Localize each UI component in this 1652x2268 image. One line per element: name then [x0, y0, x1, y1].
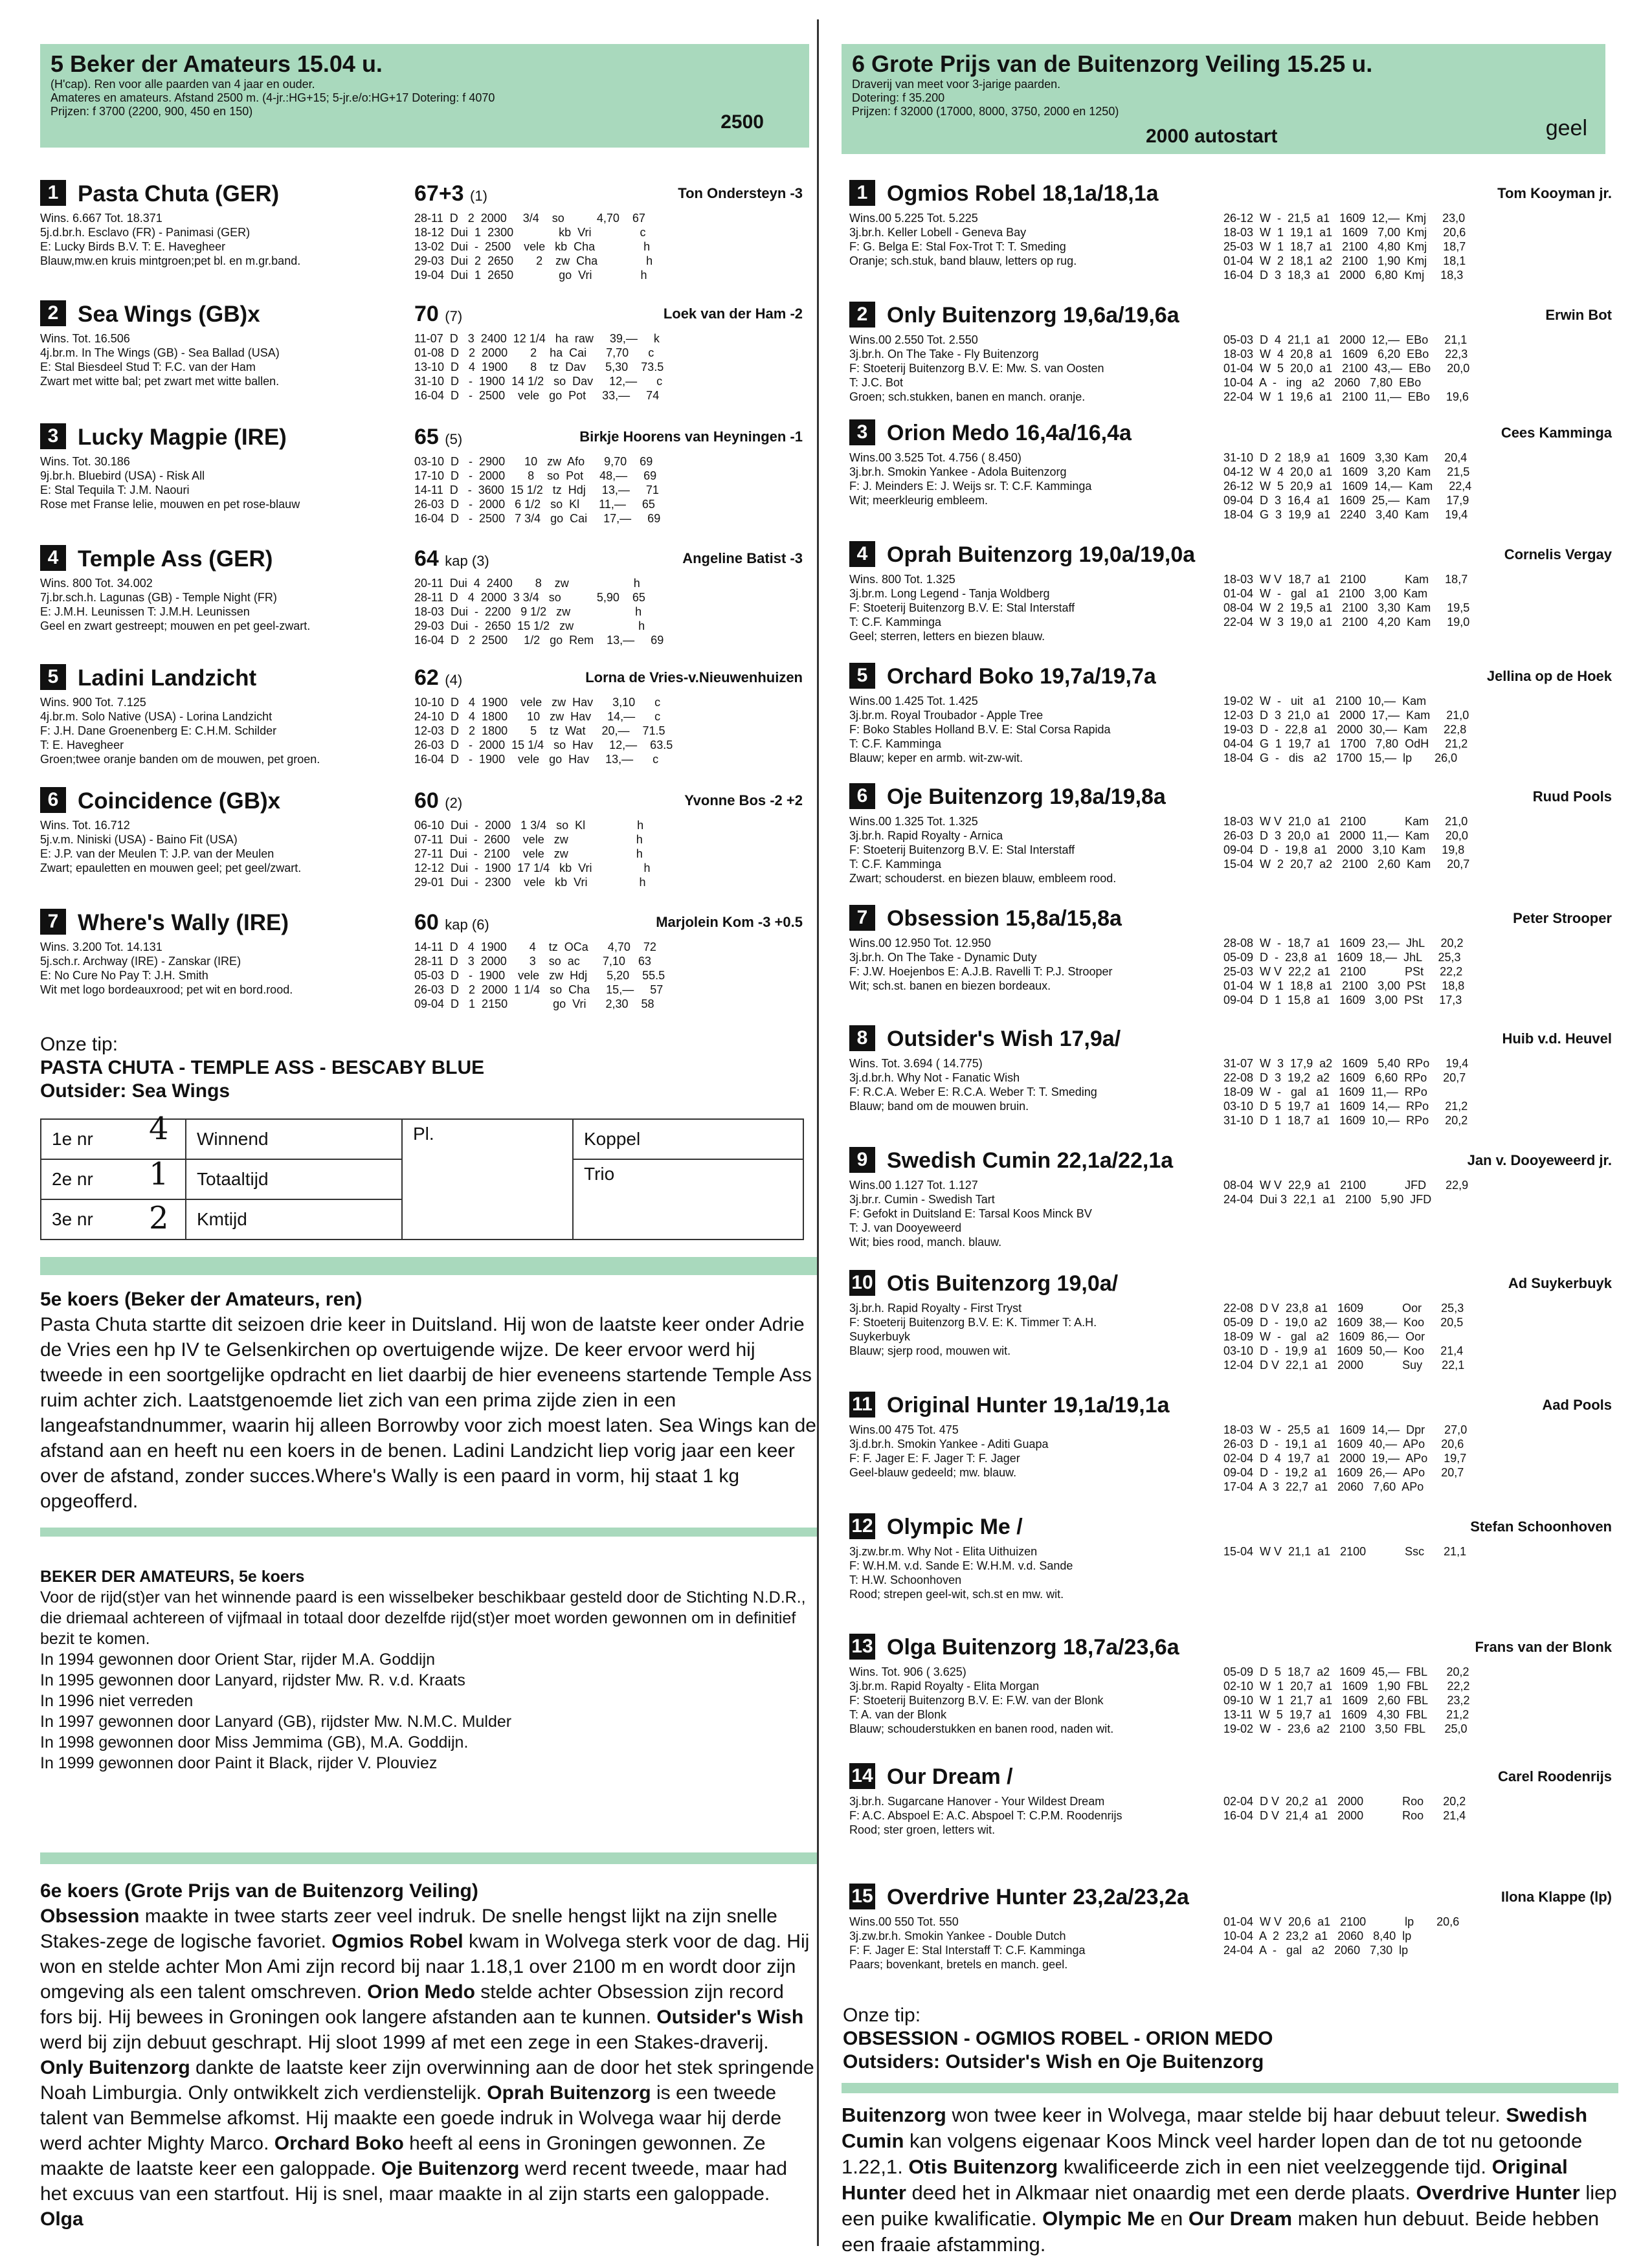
- bet-cell: 2e nr: [41, 1159, 186, 1199]
- commentary-title: 6e koers (Grote Prijs van de Buitenzorg Veiling): [40, 1880, 478, 1902]
- horse-info: [849, 572, 1212, 643]
- horse-number: 7: [849, 905, 875, 931]
- horse-name: Ogmios Robel 18,1a/18,1a: [887, 181, 1159, 206]
- start-position: (2): [445, 795, 463, 811]
- trophy-year: In 1997 gewonnen door Lanyard (GB), rijdster Mw. N.M.C. Mulder: [40, 1713, 512, 1731]
- horse-form: 11-07 D 3 2400 12 1/4 ha raw 39,— k 01-08 D 2 2000 2 ha Cai 7,70 c 13-10 D 4 1900 8 tz Dav 5,30 73.5 31-10 D - 1900 14 1/2 so Dav 12,— c 16-04 D - 2500 vele go Pot 33,— 74: [414, 332, 664, 402]
- info-line: F: Boko Stables Holland B.V. E: Stal Corsa Rapida: [849, 723, 1111, 736]
- info-line: Blauw; schouderstukken en banen rood, naden wit.: [849, 1722, 1114, 1735]
- info-line: T: H.W. Schoonhoven: [849, 1573, 962, 1586]
- horse-name: Coincidence (GB)x: [78, 788, 281, 814]
- horse-info: [40, 576, 403, 633]
- info-line: 7j.br.sch.h. Lagunas (GB) - Temple Night (FR): [40, 591, 277, 604]
- trophy-box: [40, 1566, 817, 1773]
- start-position: kap (6): [445, 917, 489, 933]
- info-line: Wins. Tot. 16.712: [40, 819, 130, 832]
- horse-rating: [414, 425, 462, 450]
- race6-header: [842, 44, 1605, 154]
- horse-name: Only Buitenzorg 19,6a/19,6a: [887, 303, 1179, 328]
- horse-driver: Aad Pools: [1542, 1397, 1612, 1413]
- info-line: T: C.F. Kamminga: [849, 737, 942, 750]
- info-line: F: J.H. Dane Groenenberg E: C.H.M. Schilder: [40, 724, 277, 737]
- horse-name: Orchard Boko 19,7a/19,7a: [887, 664, 1156, 689]
- info-line: 3j.br.m. Royal Troubador - Apple Tree: [849, 709, 1044, 722]
- horse-name: Temple Ass (GER): [78, 546, 273, 572]
- info-line: F: Stoeterij Buitenzorg B.V. E: F.W. van der Blonk: [849, 1694, 1104, 1707]
- horse-name: Overdrive Hunter 23,2a/23,2a: [887, 1885, 1189, 1909]
- bet-cell: 3e nr: [41, 1199, 186, 1240]
- info-line: Oranje; sch.stuk, band blauw, letters op rug.: [849, 254, 1077, 267]
- info-line: 3j.br.r. Cumin - Swedish Tart: [849, 1193, 995, 1206]
- green-bar: [40, 1528, 817, 1537]
- horse-number: 10: [849, 1270, 875, 1296]
- horse-form: 03-10 D - 2900 10 zw Afo 9,70 69 17-10 D - 2000 8 so Pot 48,— 69 14-11 D - 3600 15 1/2 tz Hdj 13,— 71 26-03 D - 2000 6 1/2 so Kl 11,— 65 16-04 D - 2500 7 3/4 go Cai 17,— 69: [414, 455, 661, 525]
- horse-driver: Ilona Klappe (lp): [1501, 1889, 1612, 1905]
- horse-form: 18-03 W - 25,5 a1 1609 14,— Dpr 27,0 26-03 D - 19,1 a1 1609 40,— APo 20,6 02-04 D 4 19,7 a1 2000 19,— APo 19,7 09-04 D - 19,2 a1 1609 26,— APo 20,7 17-04 A 3 22,7 a1 2060 7,60 APo: [1223, 1423, 1468, 1493]
- info-line: Suykerbuyk: [849, 1330, 911, 1343]
- tip-outsider: Outsider: Sea Wings: [40, 1080, 230, 1102]
- info-line: F: J. Meinders E: J. Weijs sr. T: C.F. Kamminga: [849, 480, 1092, 493]
- info-line: F: Stoeterij Buitenzorg B.V. E: Mw. S. van Oosten: [849, 362, 1104, 375]
- horse-driver: Ad Suykerbuyk: [1508, 1275, 1612, 1291]
- horse-name: Original Hunter 19,1a/19,1a: [887, 1393, 1170, 1418]
- info-line: F: F. Jager E: Stal Interstaff T: C.F. Kamminga: [849, 1944, 1086, 1957]
- info-line: Wit; bies rood, manch. blauw.: [849, 1236, 1002, 1249]
- horse-number: 6: [40, 787, 66, 813]
- horse-form: 06-10 Dui - 2000 1 3/4 so Kl h 07-11 Dui - 2600 vele zw h 27-11 Dui - 2100 vele zw h 12-12 Dui - 1900 17 1/4 kb Vri h 29-01 Dui - 2300 vele kb Vri h: [414, 819, 651, 889]
- horse-name: Otis Buitenzorg 19,0a/: [887, 1271, 1119, 1296]
- horse-driver: Yvonne Bos -2 +2: [684, 792, 803, 808]
- info-line: Rood; ster groen, letters wit.: [849, 1823, 996, 1836]
- info-line: 3j.br.h. Rapid Royalty - Arnica: [849, 829, 1003, 842]
- horse-driver: Jellina op de Hoek: [1486, 668, 1612, 684]
- horse-info: [849, 1544, 1212, 1601]
- info-line: Paars; bovenkant, bretels en manch. geel.: [849, 1958, 1068, 1971]
- horse-driver: Huib v.d. Heuvel: [1502, 1030, 1612, 1047]
- horse-name: Pasta Chuta (GER): [78, 181, 280, 206]
- horse-form: 01-04 W V 20,6 a1 2100 lp 20,6 10-04 A 2 23,2 a1 2060 8,40 lp 24-04 A - gal a2 2060 7,30 lp: [1223, 1915, 1460, 1957]
- info-line: Wins.00 5.225 Tot. 5.225: [849, 212, 978, 225]
- horse-driver: Loek van der Ham -2: [663, 306, 803, 322]
- horse-info: [40, 331, 403, 388]
- horse-info: [849, 1056, 1212, 1113]
- horse-rating: [414, 546, 489, 572]
- rating-value: 67+3: [414, 181, 464, 206]
- info-line: F: W.H.M. v.d. Sande E: W.H.M. v.d. Sande: [849, 1559, 1073, 1572]
- horse-driver: Jan v. Dooyeweerd jr.: [1467, 1152, 1612, 1168]
- horse-name: Oprah Buitenzorg 19,0a/19,0a: [887, 542, 1196, 567]
- horse-info: [849, 333, 1212, 404]
- horse-info: [40, 211, 403, 268]
- horse-driver: Birkje Hoorens van Heyningen -1: [579, 428, 803, 445]
- info-line: T: A. van der Blonk: [849, 1708, 947, 1721]
- info-line: Rose met Franse lelie, mouwen en pet rose-blauw: [40, 498, 300, 511]
- horse-form: 18-03 W V 21,0 a1 2100 Kam 21,0 26-03 D 3 20,0 a1 2000 11,— Kam 20,0 09-04 D - 19,8 a1 2000 3,10 Kam 19,8 15-04 W 2 20,7 a2 2100 2,60 Kam 20,7: [1223, 815, 1470, 871]
- horse-number: 11: [849, 1392, 875, 1418]
- horse-number: 1: [849, 180, 875, 206]
- info-line: Geel en zwart gestreept; mouwen en pet geel-zwart.: [40, 619, 311, 632]
- info-line: E: Stal Tequila T: J.M. Naouri: [40, 484, 190, 496]
- horse-name: Orion Medo 16,4a/16,4a: [887, 421, 1132, 445]
- horse-number: 3: [40, 423, 66, 449]
- info-line: 5j.v.m. Niniski (USA) - Baino Fit (USA): [40, 833, 238, 846]
- green-bar: [842, 2083, 1618, 2093]
- horse-form: 20-11 Dui 4 2400 8 zw h 28-11 D 4 2000 3 3/4 so 5,90 65 18-03 Dui - 2200 9 1/2 zw h 29-03 Dui - 2650 15 1/2 zw h 16-04 D 2 2500 1/2 go Rem 13,— 69: [414, 577, 664, 647]
- horse-number: 9: [849, 1147, 875, 1173]
- start-position: (4): [445, 672, 463, 688]
- info-line: 9j.br.h. Bluebird (USA) - Risk All: [40, 469, 205, 482]
- info-line: Wins. Tot. 16.506: [40, 332, 130, 345]
- tip-outsider: Outsiders: Outsider's Wish en Oje Buitenzorg: [843, 2051, 1264, 2073]
- horse-info: [849, 1178, 1212, 1249]
- horse-form: 15-04 W V 21,1 a1 2100 Ssc 21,1: [1223, 1545, 1467, 1558]
- horse-info: [849, 814, 1212, 885]
- info-line: Wins. Tot. 906 ( 3.625): [849, 1665, 966, 1678]
- horse-number: 8: [849, 1025, 875, 1051]
- handwritten-2: 1: [149, 1156, 169, 1192]
- horse-info: [40, 818, 403, 875]
- info-line: Wins. 800 Tot. 34.002: [40, 577, 153, 590]
- tip-picks: OBSESSION - OGMIOS ROBEL - ORION MEDO: [843, 2028, 1273, 2049]
- info-line: Wins. 6.667 Tot. 18.371: [40, 212, 162, 225]
- info-line: E: No Cure No Pay T: J.H. Smith: [40, 969, 208, 982]
- bet-cell: Koppel: [573, 1119, 803, 1159]
- horse-driver: Stefan Schoonhoven: [1470, 1518, 1612, 1535]
- horse-name: Sea Wings (GB)x: [78, 302, 260, 327]
- info-line: T: J.C. Bot: [849, 376, 904, 389]
- commentary-title: 5e koers (Beker der Amateurs, ren): [40, 1289, 363, 1310]
- horse-form: 14-11 D 4 1900 4 tz OCa 4,70 72 28-11 D 3 2000 3 so ac 7,10 63 05-03 D - 1900 vele zw Hdj 5,20 55.5 26-03 D 2 2000 1 1/4 so Cha 15,— 57 09-04 D 1 2150 go Vri 2,30 58: [414, 940, 665, 1010]
- info-line: Wins.00 1.425 Tot. 1.425: [849, 695, 978, 707]
- race5-distance: 2500: [720, 111, 764, 133]
- info-line: F: Gefokt in Duitsland E: Tarsal Koos Minck BV: [849, 1207, 1092, 1220]
- race6-color: geel: [1545, 116, 1587, 140]
- race5-line: (H'cap). Ren voor alle paarden van 4 jaar en ouder.: [50, 78, 315, 91]
- info-line: 3j.br.h. On The Take - Dynamic Duty: [849, 951, 1037, 964]
- info-line: Wit; meerkleurig embleem.: [849, 494, 988, 507]
- horse-number: 4: [40, 545, 66, 571]
- bet-cell: Pl.: [402, 1119, 573, 1240]
- handwritten-1: 4: [149, 1111, 169, 1147]
- info-line: 3j.d.br.h. Why Not - Fanatic Wish: [849, 1071, 1020, 1084]
- horse-number: 5: [40, 664, 66, 690]
- horse-name: Obsession 15,8a/15,8a: [887, 906, 1122, 931]
- horse-number: 15: [849, 1884, 875, 1909]
- trophy-year: In 1996 niet verreden: [40, 1692, 194, 1710]
- race6-line: Draverij van meet voor 3-jarige paarden.: [852, 78, 1061, 91]
- horse-number: 12: [849, 1513, 875, 1539]
- horse-form: 08-04 W V 22,9 a1 2100 JFD 22,9 24-04 Dui 3 22,1 a1 2100 5,90 JFD: [1223, 1179, 1469, 1206]
- info-line: E: J.M.H. Leunissen T: J.M.H. Leunissen: [40, 605, 250, 618]
- info-line: F: A.C. Abspoel E: A.C. Abspoel T: C.P.M. Roodenrijs: [849, 1809, 1122, 1822]
- info-line: Wit; sch.st. banen en biezen bordeaux.: [849, 979, 1051, 992]
- commentary-text: Obsession maakte in twee starts zeer veel indruk. De snelle hengst lijkt na zijn snelle Stakes-zege de logische favoriet. Ogmios Robel kwam in Wolvega sterk voor de dag. Hij won en stelde achter Mon Ami zijn record bij naar 1.18,1 over 2100 m en wordt door zijn omgeving als een talent omschreven. Orion Medo stelde achter Obsession zijn record fors bij. Hij bewees in Groningen ook langere afstanden aan te kunnen. Outsider's Wish werd bij zijn debuut geschrapt. Hij sloot 1999 af met een zege in een Stakes-draverij. Only Buitenzorg dankte de laatste keer zijn overwinning aan de door het stek springende Noah Limburgia. Only ontwikkelt zich verdienstelijk. Oprah Buitenzorg is een tweede talent van Bemmelse afkomst. Hij maakte een goede indruk in Wolvega waar hij derde werd achter Mighty Marco. Orchard Boko heeft al eens in Groningen gewonnen. Ze maakte de laatste keer een galoppade. Oje Buitenzorg werd recent tweede, maar had het excuus van een startfout. Hij is snel, maar maakte in al zijn starts een galoppade. Olga: [40, 1906, 814, 2230]
- tip-head: Onze tip:: [40, 1034, 118, 1055]
- green-bar: [40, 1257, 817, 1275]
- horse-info: [849, 211, 1212, 268]
- horse-number: 2: [40, 300, 66, 326]
- info-line: Wins. 900 Tot. 7.125: [40, 696, 146, 709]
- rating-value: 60: [414, 910, 439, 935]
- info-line: Wit met logo bordeauxrood; pet wit en bord.rood.: [40, 983, 293, 996]
- rating-value: 70: [414, 302, 439, 326]
- rating-value: 64: [414, 546, 439, 571]
- horse-name: Our Dream /: [887, 1764, 1013, 1789]
- horse-form: 05-09 D 5 18,7 a2 1609 45,— FBL 20,2 02-10 W 1 20,7 a1 1609 1,90 FBL 22,2 09-10 W 1 21,7 a1 1609 2,60 FBL 23,2 13-11 W 5 19,7 a1 1609 4,30 FBL 21,2 19-02 W - 23,6 a2 2100 3,50 FBL 25,0: [1223, 1665, 1470, 1735]
- info-line: E: J.P. van der Meulen T: J.P. van der Meulen: [40, 847, 274, 860]
- horse-driver: Ton Ondersteyn -3: [678, 185, 803, 201]
- start-position: kap (3): [445, 553, 489, 569]
- info-line: T: E. Havegheer: [40, 739, 124, 751]
- bet-cell: Kmtijd: [186, 1199, 402, 1240]
- horse-name: Lucky Magpie (IRE): [78, 425, 287, 450]
- horse-form: 28-11 D 2 2000 3/4 so 4,70 67 18-12 Dui 1 2300 kb Vri c 13-02 Dui - 2500 vele kb Cha h 29-03 Dui 2 2650 2 zw Cha h 19-04 Dui 1 2650 go Vri h: [414, 212, 653, 282]
- bet-cell: Trio: [573, 1159, 803, 1240]
- info-line: Wins.00 1.325 Tot. 1.325: [849, 815, 978, 828]
- bet-cell: Winnend: [186, 1119, 402, 1159]
- info-line: Blauw; sjerp rood, mouwen wit.: [849, 1344, 1011, 1357]
- info-line: Blauw; keper en armb. wit-zw-wit.: [849, 751, 1023, 764]
- race5-header: [40, 44, 809, 148]
- horse-info: [849, 1301, 1212, 1358]
- horse-name: Olympic Me /: [887, 1515, 1023, 1539]
- info-line: 3j.br.h. Sugarcane Hanover - Your Wildest Dream: [849, 1795, 1105, 1808]
- horse-driver: Cornelis Vergay: [1504, 546, 1612, 562]
- info-line: Wins. Tot. 30.186: [40, 455, 130, 468]
- horse-driver: Carel Roodenrijs: [1497, 1768, 1612, 1784]
- trophy-year: In 1994 gewonnen door Orient Star, rijder M.A. Goddijn: [40, 1651, 436, 1669]
- race5-line: Prijzen: f 3700 (2200, 900, 450 en 150): [50, 105, 253, 118]
- info-line: 3j.d.br.h. Smokin Yankee - Aditi Guapa: [849, 1438, 1049, 1451]
- horse-form: 02-04 D V 20,2 a1 2000 Roo 20,2 16-04 D V 21,4 a1 2000 Roo 21,4: [1223, 1795, 1466, 1822]
- green-bar: [40, 1852, 817, 1864]
- horse-info: [849, 1794, 1212, 1837]
- horse-driver: Tom Kooyman jr.: [1497, 185, 1612, 201]
- horse-info: [40, 454, 403, 511]
- info-line: Geel; sterren, letters en biezen blauw.: [849, 630, 1045, 643]
- horse-form: 28-08 W - 18,7 a1 1609 23,— JhL 20,2 05-09 D - 23,8 a1 1609 18,— JhL 25,3 25-03 W V 22,2 a1 2100 PSt 22,2 01-04 W 1 18,8 a1 2100 3,00 PSt 18,8 09-04 D 1 15,8 a1 1609 3,00 PSt 17,3: [1223, 937, 1465, 1006]
- info-line: 3j.zw.br.m. Why Not - Elita Uithuizen: [849, 1545, 1038, 1558]
- info-line: F: F. Jager E: F. Jager T: F. Jager: [849, 1452, 1020, 1465]
- info-line: 3j.br.h. Smokin Yankee - Adola Buitenzorg: [849, 465, 1067, 478]
- info-line: T: J. van Dooyeweerd: [849, 1221, 962, 1234]
- horse-name: Ladini Landzicht: [78, 665, 257, 691]
- race6-line: Prijzen: f 32000 (17000, 8000, 3750, 2000 en 1250): [852, 105, 1119, 118]
- race5-tip: [40, 1033, 484, 1103]
- handwritten-3: 2: [149, 1200, 169, 1236]
- info-line: Wins.00 1.127 Tot. 1.127: [849, 1179, 978, 1192]
- info-line: Rood; strepen geel-wit, sch.st en mw. wit.: [849, 1588, 1064, 1601]
- horse-info: [849, 694, 1212, 765]
- horse-info: [40, 940, 403, 997]
- horse-form: 22-08 D V 23,8 a1 1609 Oor 25,3 05-09 D - 19,0 a2 1609 38,— Koo 20,5 18-09 W - gal a2 1609 86,— Oor 03-10 D - 19,9 a1 1609 50,— Koo 21,4 12-04 D V 22,1 a1 2000 Suy 22,1: [1223, 1302, 1465, 1372]
- horse-form: 31-10 D 2 18,9 a1 1609 3,30 Kam 20,4 04-12 W 4 20,0 a1 1609 3,20 Kam 21,5 26-12 W 5 20,9 a1 1609 14,— Kam 22,4 09-04 D 3 16,4 a1 1609 25,— Kam 17,9 18-04 G 3 19,9 a1 2240 3,40 Kam 19,4: [1223, 451, 1472, 521]
- horse-driver: Ruud Pools: [1532, 788, 1612, 805]
- info-line: T: C.F. Kamminga: [849, 616, 942, 628]
- horse-driver: Frans van der Blonk: [1475, 1639, 1612, 1655]
- info-line: 3j.br.h. Rapid Royalty - First Tryst: [849, 1302, 1022, 1315]
- trophy-title: BEKER DER AMATEURS, 5e koers: [40, 1568, 305, 1586]
- start-position: (7): [445, 308, 463, 324]
- info-line: Zwart; epauletten en mouwen geel; pet geel/zwart.: [40, 862, 302, 874]
- info-line: E: Stal Biesdeel Stud T: F.C. van der Ham: [40, 361, 256, 373]
- horse-rating: [414, 788, 462, 814]
- race6-tip: [843, 2004, 1273, 2074]
- info-line: E: Lucky Birds B.V. T: E. Havegheer: [40, 240, 226, 253]
- horse-form: 26-12 W - 21,5 a1 1609 12,— Kmj 23,0 18-03 W 1 19,1 a1 1609 7,00 Kmj 20,6 25-03 W 1 18,7 a1 2100 4,80 Kmj 18,7 01-04 W 2 18,1 a2 2100 1,90 Kmj 18,1 16-04 D 3 18,3 a1 2000 6,80 Kmj 18,3: [1223, 212, 1466, 282]
- race6-line: Dotering: f 35.200: [852, 91, 945, 104]
- info-line: 3j.br.h. On The Take - Fly Buitenzorg: [849, 348, 1039, 361]
- info-line: 3j.br.h. Keller Lobell - Geneva Bay: [849, 226, 1027, 239]
- horse-name: Where's Wally (IRE): [78, 910, 289, 935]
- horse-driver: Lorna de Vries-v.Nieuwenhuizen: [585, 669, 803, 685]
- race6-commentary: [40, 1878, 817, 2232]
- start-position: (5): [445, 431, 463, 447]
- horse-name: Outsider's Wish 17,9a/: [887, 1027, 1121, 1051]
- info-line: Wins.00 2.550 Tot. 2.550: [849, 333, 978, 346]
- horse-driver: Angeline Batist -3: [682, 550, 803, 566]
- info-line: Wins. Tot. 3.694 ( 14.775): [849, 1057, 983, 1070]
- horse-form: 31-07 W 3 17,9 a2 1609 5,40 RPo 19,4 22-08 D 3 19,2 a2 1609 6,60 RPo 20,7 18-09 W - gal a1 1609 11,— RPo 03-10 D 5 19,7 a1 1609 14,— RPo 21,2 31-10 D 1 18,7 a1 1609 10,— RPo 20,2: [1223, 1057, 1469, 1127]
- horse-driver: Erwin Bot: [1545, 307, 1612, 323]
- info-line: F: G. Belga E: Stal Fox-Trot T: T. Smeding: [849, 240, 1066, 253]
- horse-rating: [414, 302, 462, 327]
- horse-number: 2: [849, 302, 875, 328]
- race6-title: 6 Grote Prijs van de Buitenzorg Veiling 15.25 u.: [852, 50, 1373, 77]
- race5-line: Amateres en amateurs. Afstand 2500 m. (4-jr.:HG+15; 5-jr.e/o:HG+17 Dotering: f 4070: [50, 91, 495, 104]
- horse-number: 1: [40, 180, 66, 206]
- commentary-text: Pasta Chuta startte dit seizoen drie keer in Duitsland. Hij won de laatste keer onder Adrie de Vries een hp IV te Gelsenkirchen op overtuigende wijze. De keer ervoor werd hij tweede in een soortgelijke opdracht en liet daarbij de hier eveneens startende Temple Ass ruim achter zich. Laatstgenoemde liet zich van een prima zijde zien in een langeafstandnummer, waarin hij alleen Borrowby voor zich moest laten. Sea Wings kan de afstand aan en heeft nu een koers in de benen. Ladini Landzicht liep vorig jaar een keer over de afstand, zonder succes.Where's Wally is een paard in vorm, hij staat 1 kg opgeofferd.: [40, 1314, 816, 1512]
- horse-number: 13: [849, 1634, 875, 1660]
- horse-number: 5: [849, 663, 875, 689]
- info-line: 5j.d.br.h. Esclavo (FR) - Panimasi (GER): [40, 226, 251, 239]
- horse-info: [849, 1665, 1212, 1736]
- horse-info: [849, 1423, 1212, 1480]
- info-line: Wins. 3.200 Tot. 14.131: [40, 940, 162, 953]
- horse-info: [849, 936, 1212, 993]
- trophy-text: Voor de rijd(st)er van het winnende paard is een wisselbeker beschikbaar gesteld door de Stichting N.D.R., die driemaal achtereen of vijfmaal in totaal door dezelfde rijd(st)er moet worden gewonnen om in definitief bezit te komen.: [40, 1588, 806, 1648]
- race6-commentary-cont: Buitenzorg won twee keer in Wolvega, maar stelde bij haar debuut teleur. Swedish Cumin kan volgens eigenaar Koos Minck veel harder lopen dan de tot nu getoonde 1.22,1. Otis Buitenzorg kwalificeerde zich in een niet veelzeggende tijd. Original Hunter deed het in Alkmaar niet onaardig met een derde plaats. Overdrive Hunter liep een puike kwalificatie. Olympic Me en Our Dream maken hun debuut. Beide hebben een fraaie afstamming.: [842, 2104, 1617, 2256]
- start-position: (1): [470, 188, 487, 204]
- horse-form: 10-10 D 4 1900 vele zw Hav 3,10 c 24-10 D 4 1800 10 zw Hav 14,— c 12-03 D 2 1800 5 tz Wat 20,— 71.5 26-03 D - 2000 15 1/4 so Hav 12,— 63.5 16-04 D - 1900 vele go Hav 13,— c: [414, 696, 673, 766]
- info-line: Groen;twee oranje banden om de mouwen, pet groen.: [40, 753, 320, 766]
- horse-number: 6: [849, 783, 875, 809]
- rating-value: 62: [414, 665, 439, 690]
- bet-cell: Totaaltijd: [186, 1159, 402, 1199]
- info-line: 3j.br.m. Rapid Royalty - Elita Morgan: [849, 1680, 1040, 1693]
- trophy-year: In 1995 gewonnen door Lanyard, rijdster Mw. R. v.d. Kraats: [40, 1671, 465, 1689]
- horse-info: [849, 1915, 1212, 1972]
- horse-info: [849, 450, 1212, 507]
- info-line: Wins.00 3.525 Tot. 4.756 ( 8.450): [849, 451, 1021, 464]
- info-line: F: Stoeterij Buitenzorg B.V. E: Stal Interstaff: [849, 843, 1075, 856]
- race5-commentary: [40, 1287, 817, 1514]
- race6-autostart: 2000 autostart: [1146, 126, 1278, 147]
- info-line: T: C.F. Kamminga: [849, 858, 942, 871]
- info-line: 3j.br.m. Long Legend - Tanja Woldberg: [849, 587, 1050, 600]
- info-line: Zwart met witte bal; pet zwart met witte ballen.: [40, 375, 280, 388]
- info-line: Wins.00 475 Tot. 475: [849, 1423, 959, 1436]
- horse-form: 19-02 W - uit a1 2100 10,— Kam 12-03 D 3 21,0 a1 2000 17,— Kam 21,0 19-03 D - 22,8 a1 2000 30,— Kam 22,8 04-04 G 1 19,7 a1 1700 7,80 OdH 21,2 18-04 G - dis a2 1700 15,— lp 26,0: [1223, 695, 1469, 764]
- info-line: 3j.zw.br.h. Smokin Yankee - Double Dutch: [849, 1929, 1066, 1942]
- horse-number: 3: [849, 419, 875, 445]
- info-line: Zwart; schouderst. en biezen blauw, embleem rood.: [849, 872, 1117, 885]
- horse-driver: Cees Kamminga: [1501, 425, 1612, 441]
- horse-number: 14: [849, 1763, 875, 1789]
- horse-rating: [414, 665, 462, 691]
- info-line: F: Stoeterij Buitenzorg B.V. E: Stal Interstaff: [849, 601, 1075, 614]
- info-line: 4j.br.m. In The Wings (GB) - Sea Ballad (USA): [40, 346, 280, 359]
- horse-number: 7: [40, 909, 66, 935]
- trophy-year: In 1999 gewonnen door Paint it Black, rijder V. Plouviez: [40, 1754, 438, 1772]
- horse-number: 4: [849, 541, 875, 567]
- info-line: Blauw; band om de mouwen bruin.: [849, 1100, 1029, 1113]
- horse-form: 18-03 W V 18,7 a1 2100 Kam 18,7 01-04 W - gal a1 2100 3,00 Kam 08-04 W 2 19,5 a1 2100 3,30 Kam 19,5 22-04 W 3 19,0 a1 2100 4,20 Kam 19,0: [1223, 573, 1470, 628]
- horse-name: Olga Buitenzorg 18,7a/23,6a: [887, 1635, 1179, 1660]
- race5-title: 5 Beker der Amateurs 15.04 u.: [50, 50, 383, 77]
- info-line: Wins.00 12.950 Tot. 12.950: [849, 937, 991, 950]
- rating-value: 65: [414, 425, 439, 449]
- horse-name: Oje Buitenzorg 19,8a/19,8a: [887, 784, 1166, 809]
- horse-rating: [414, 910, 489, 935]
- horse-name: Swedish Cumin 22,1a/22,1a: [887, 1148, 1174, 1173]
- horse-rating: [414, 181, 487, 206]
- horse-driver: Peter Strooper: [1513, 910, 1612, 926]
- tip-picks: PASTA CHUTA - TEMPLE ASS - BESCABY BLUE: [40, 1057, 485, 1078]
- rating-value: 60: [414, 788, 439, 813]
- horse-driver: Marjolein Kom -3 +0.5: [656, 914, 803, 930]
- horse-info: [40, 695, 403, 766]
- info-line: 5j.sch.r. Archway (IRE) - Zanskar (IRE): [40, 955, 241, 968]
- info-line: Groen; sch.stukken, banen en manch. oranje.: [849, 390, 1086, 403]
- info-line: F: J.W. Hoejenbos E: A.J.B. Ravelli T: P.J. Strooper: [849, 965, 1113, 978]
- horse-form: 05-03 D 4 21,1 a1 2000 12,— EBo 21,1 18-03 W 4 20,8 a1 1609 6,20 EBo 22,3 01-04 W 5 20,0 a1 2100 43,— EBo 20,0 10-04 A - ing a2 2060 7,80 EBo 22-04 W 1 19,6 a1 2100 11,— EBo 19,6: [1223, 333, 1470, 403]
- info-line: 4j.br.m. Solo Native (USA) - Lorina Landzicht: [40, 710, 273, 723]
- column-divider: [817, 19, 819, 2246]
- info-line: Geel-blauw gedeeld; mw. blauw.: [849, 1466, 1017, 1479]
- trophy-year: In 1998 gewonnen door Miss Jemmima (GB), M.A. Goddijn.: [40, 1733, 469, 1751]
- info-line: F: Stoeterij Buitenzorg B.V. E: K. Timmer T: A.H.: [849, 1316, 1097, 1329]
- bet-cell: 1e nr: [41, 1119, 186, 1159]
- info-line: Wins.00 550 Tot. 550: [849, 1915, 959, 1928]
- info-line: Blauw,mw.en kruis mintgroen;pet bl. en m.gr.band.: [40, 254, 301, 267]
- info-line: Wins. 800 Tot. 1.325: [849, 573, 955, 586]
- tip-head: Onze tip:: [843, 2005, 921, 2026]
- info-line: F: R.C.A. Weber E: R.C.A. Weber T: T. Smeding: [849, 1085, 1097, 1098]
